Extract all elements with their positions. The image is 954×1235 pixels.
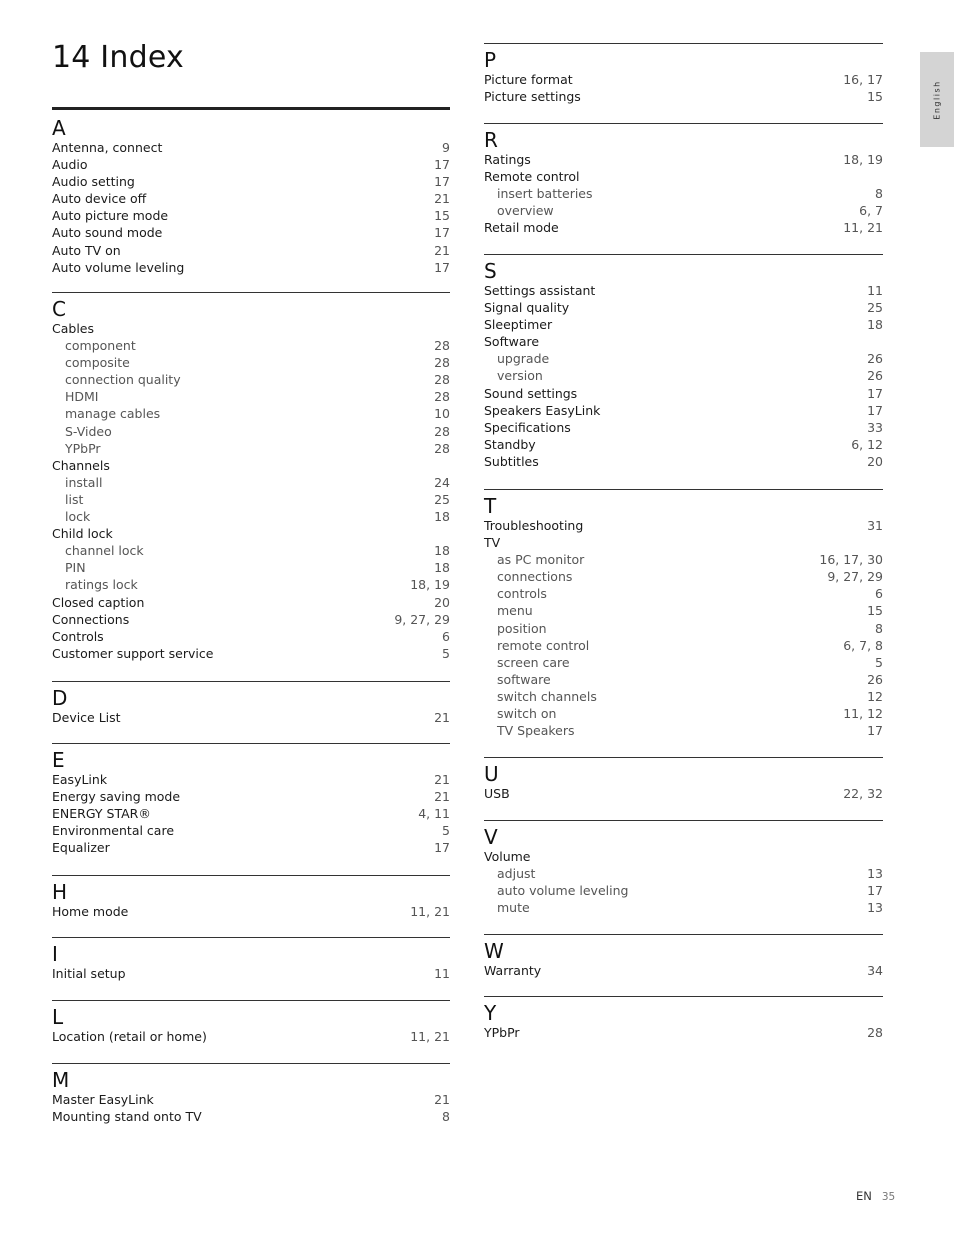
entry-term: Initial setup [52,966,126,981]
entry-pages: 11, 21 [410,1029,450,1044]
entry-pages: 25 [434,491,450,507]
footer-language: EN [856,1189,872,1203]
index-entry [52,190,450,207]
index-entry [52,771,450,788]
entry-pages: 15 [867,89,883,105]
entry-pages: 4, 11 [418,806,450,822]
index-entry [52,1091,450,1108]
entry-pages: 18 [434,543,450,559]
index-entry [484,316,883,333]
entry-pages: 8 [875,186,883,202]
index-entry [52,611,450,628]
entry-pages: 28 [434,423,450,439]
entry-term: Equalizer [52,840,110,856]
entry-pages: 5 [442,823,450,839]
entry-term: USB [484,786,510,801]
entry-pages: 6 [875,586,883,602]
entry-pages: 18, 19 [843,152,883,167]
index-entry [52,822,450,839]
index-entry [52,173,450,190]
index-subentry [484,705,883,722]
entry-pages: 31 [867,518,883,533]
entry-term: mute [497,900,530,916]
index-section-c [52,292,450,662]
entry-term: insert batteries [497,186,593,202]
entry-pages: 26 [867,671,883,687]
index-subentry [52,508,450,525]
entry-pages: 6, 7, 8 [843,637,883,653]
entry-term: Subtitles [484,453,539,469]
entry-pages: 18 [434,560,450,576]
entry-pages: 17 [434,174,450,190]
entry-term: S-Video [65,423,112,439]
index-subentry [484,654,883,671]
entry-pages: 6, 12 [851,436,883,452]
entry-term: Volume [484,849,531,864]
index-entry [52,628,450,645]
index-subentry [484,551,883,568]
index-subentry [52,354,450,371]
section-letter: M [52,1068,70,1092]
index-entry [52,709,450,726]
index-subentry [484,185,883,202]
entry-term: Energy saving mode [52,789,181,805]
index-subentry [52,576,450,593]
entry-term: Auto picture mode [52,208,169,224]
entry-pages: 34 [867,963,883,978]
entry-pages: 17 [434,840,450,856]
language-tab [920,52,954,147]
title-rule [52,107,450,110]
entry-term: menu [497,603,533,619]
entry-term: Warranty [484,963,542,978]
entry-term: Audio setting [52,174,135,190]
entry-pages: 20 [434,594,450,610]
index-subentry [52,491,450,508]
section-letter: A [52,116,66,140]
index-subentry [484,865,883,882]
entry-term: lock [65,509,91,525]
index-entry [484,402,883,419]
section-letter: W [484,939,504,963]
index-subentry [484,671,883,688]
index-entry [52,903,450,920]
entry-term: manage cables [65,406,161,422]
index-section-w [484,934,883,979]
entry-pages: 28 [434,355,450,371]
entry-term: Environmental care [52,823,175,839]
entry-term: Troubleshooting [484,518,584,533]
index-subentry [484,637,883,654]
index-section-e [52,743,450,856]
index-section-h [52,875,450,920]
entry-term: Picture settings [484,89,581,105]
entry-term: Auto TV on [52,242,121,258]
entry-pages: 11 [867,283,883,298]
entry-term: Mounting stand onto TV [52,1109,202,1125]
section-letter: P [484,48,497,72]
entry-pages: 6, 7 [859,203,883,219]
entry-pages: 18 [434,509,450,525]
section-letter: E [52,748,65,772]
entry-term: screen care [497,654,570,670]
section-letter: D [52,686,68,710]
entry-term: Auto device off [52,191,147,207]
entry-term: controls [497,586,547,602]
index-subentry [484,722,883,739]
entry-pages: 9, 27, 29 [394,611,450,627]
entry-term: Auto volume leveling [52,259,185,275]
index-entry [484,785,883,802]
index-entry [52,139,450,156]
page-number: 35 [881,1191,896,1203]
index-entry [52,242,450,259]
entry-term: as PC monitor [497,552,585,568]
entry-pages: 28 [434,338,450,354]
index-subentry [52,474,450,491]
index-entry [484,962,883,979]
entry-term: ENERGY STAR® [52,806,151,822]
index-entry [484,299,883,316]
index-subentry [484,688,883,705]
index-subentry [484,202,883,219]
entry-term: remote control [497,637,590,653]
entry-term: EasyLink [52,772,108,787]
index-subentry [52,423,450,440]
index-subentry [484,882,883,899]
index-subentry [52,542,450,559]
entry-term: Antenna, connect [52,140,163,155]
section-letter: T [484,494,497,518]
entry-term: connection quality [65,372,181,388]
entry-term: switch on [497,706,557,722]
index-entry [52,805,450,822]
entry-pages: 12 [867,688,883,704]
entry-term: Remote control [484,169,580,185]
entry-term: Signal quality [484,300,570,316]
entry-pages: 26 [867,368,883,384]
entry-term: Retail mode [484,220,559,236]
entry-pages: 8 [442,1109,450,1125]
entry-term: Specifications [484,419,571,435]
entry-pages: 11, 12 [843,706,883,722]
index-entry [52,525,450,542]
index-entry [484,534,883,551]
index-entry [52,320,450,337]
entry-pages: 9, 27, 29 [827,569,883,585]
entry-pages: 22, 32 [843,786,883,801]
index-entry [484,453,883,470]
index-section-i [52,937,450,982]
index-entry [52,207,450,224]
entry-term: channel lock [65,543,144,559]
entry-term: Standby [484,436,536,452]
entry-pages: 17 [434,225,450,241]
index-entry [52,1108,450,1125]
section-letter: R [484,128,498,152]
language-tab-label: English [932,79,942,120]
entry-term: Customer support service [52,645,214,661]
index-section-u [484,757,883,802]
index-entry [52,259,450,276]
page-title: 14 Index [52,40,184,75]
index-entry [484,385,883,402]
entry-term: Device List [52,710,121,725]
entry-term: Audio [52,157,88,173]
index-entry [484,848,883,865]
entry-pages: 21 [434,772,450,787]
index-subentry [52,559,450,576]
entry-term: Software [484,334,540,350]
index-section-p [484,43,883,105]
index-entry [484,333,883,350]
entry-term: switch channels [497,688,597,704]
entry-pages: 15 [434,208,450,224]
entry-term: YPbPr [484,1025,520,1040]
index-section-a [52,112,450,276]
index-entry [52,788,450,805]
entry-term: component [65,338,136,354]
section-letter: Y [484,1001,497,1025]
index-section-l [52,1000,450,1045]
entry-term: TV [484,535,501,551]
index-section-y [484,996,883,1041]
index-entry [52,839,450,856]
section-letter: L [52,1005,64,1029]
index-subentry [484,899,883,916]
entry-pages: 8 [875,620,883,636]
entry-term: software [497,671,551,687]
entry-pages: 26 [867,351,883,367]
index-subentry [484,350,883,367]
entry-pages: 18 [867,317,883,333]
entry-pages: 33 [867,419,883,435]
entry-term: connections [497,569,573,585]
index-subentry [484,602,883,619]
entry-pages: 15 [867,603,883,619]
entry-term: version [497,368,543,384]
index-entry [52,645,450,662]
entry-term: Channels [52,457,110,473]
entry-pages: 16, 17, 30 [819,552,883,568]
page-footer [856,1189,895,1203]
section-letter: S [484,259,497,283]
entry-pages: 28 [434,372,450,388]
section-letter: H [52,880,68,904]
entry-pages: 25 [867,300,883,316]
index-entry [52,594,450,611]
index-section-d [52,681,450,726]
entry-pages: 6 [442,628,450,644]
entry-pages: 21 [434,1092,450,1107]
entry-term: auto volume leveling [497,883,629,899]
index-entry [52,224,450,241]
section-letter: C [52,297,66,321]
entry-pages: 17 [867,385,883,401]
entry-term: Settings assistant [484,283,596,298]
index-subentry [484,620,883,637]
entry-term: Speakers EasyLink [484,402,601,418]
index-entry [484,168,883,185]
index-subentry [52,371,450,388]
entry-pages: 17 [867,402,883,418]
entry-term: adjust [497,866,536,882]
entry-term: YPbPr [65,440,101,456]
entry-pages: 21 [434,789,450,805]
entry-pages: 28 [867,1025,883,1040]
index-entry [484,71,883,88]
entry-pages: 13 [867,866,883,882]
index-subentry [484,585,883,602]
entry-term: Closed caption [52,594,145,610]
entry-pages: 21 [434,710,450,725]
section-letter: V [484,825,498,849]
entry-term: position [497,620,547,636]
index-entry [52,156,450,173]
entry-pages: 18, 19 [410,577,450,593]
index-section-r [484,123,883,236]
index-subentry [52,388,450,405]
index-section-m [52,1063,450,1125]
entry-term: HDMI [65,389,99,405]
index-entry [484,151,883,168]
entry-term: Home mode [52,904,129,919]
entry-pages: 21 [434,191,450,207]
section-letter: I [52,942,58,966]
index-section-v [484,820,883,916]
index-section-s [484,254,883,470]
index-entry [484,419,883,436]
entry-pages: 9 [442,140,450,155]
entry-term: PIN [65,560,86,576]
entry-term: Location (retail or home) [52,1029,207,1044]
entry-pages: 10 [434,406,450,422]
entry-pages: 21 [434,242,450,258]
entry-term: upgrade [497,351,550,367]
entry-pages: 28 [434,389,450,405]
entry-term: Master EasyLink [52,1092,154,1107]
entry-term: list [65,491,84,507]
index-entry [52,965,450,982]
index-entry [484,1024,883,1041]
entry-term: overview [497,203,554,219]
entry-pages: 24 [434,474,450,490]
entry-pages: 13 [867,900,883,916]
index-entry [484,219,883,236]
index-subentry [52,337,450,354]
entry-pages: 16, 17 [843,72,883,87]
entry-term: Cables [52,321,94,336]
index-entry [484,517,883,534]
index-subentry [52,440,450,457]
entry-pages: 17 [867,883,883,899]
entry-term: Ratings [484,152,531,167]
section-letter: U [484,762,499,786]
entry-term: install [65,474,103,490]
entry-pages: 20 [867,453,883,469]
entry-pages: 5 [442,645,450,661]
index-entry [52,1028,450,1045]
index-section-t [484,489,883,739]
index-subentry [484,367,883,384]
entry-term: Connections [52,611,130,627]
entry-term: Sleeptimer [484,317,553,333]
entry-pages: 11 [434,966,450,981]
index-entry [484,282,883,299]
index-entry [484,88,883,105]
entry-pages: 17 [867,723,883,739]
entry-term: Sound settings [484,385,578,401]
index-entry [484,436,883,453]
entry-pages: 5 [875,654,883,670]
entry-term: Child lock [52,526,113,542]
entry-pages: 17 [434,157,450,173]
entry-term: TV Speakers [497,723,575,739]
entry-pages: 28 [434,440,450,456]
entry-term: ratings lock [65,577,138,593]
index-subentry [52,405,450,422]
index-entry [52,457,450,474]
entry-term: composite [65,355,130,371]
entry-pages: 11, 21 [843,220,883,236]
entry-term: Auto sound mode [52,225,163,241]
entry-term: Picture format [484,72,573,87]
index-subentry [484,568,883,585]
entry-term: Controls [52,628,104,644]
entry-pages: 11, 21 [410,904,450,919]
entry-pages: 17 [434,259,450,275]
